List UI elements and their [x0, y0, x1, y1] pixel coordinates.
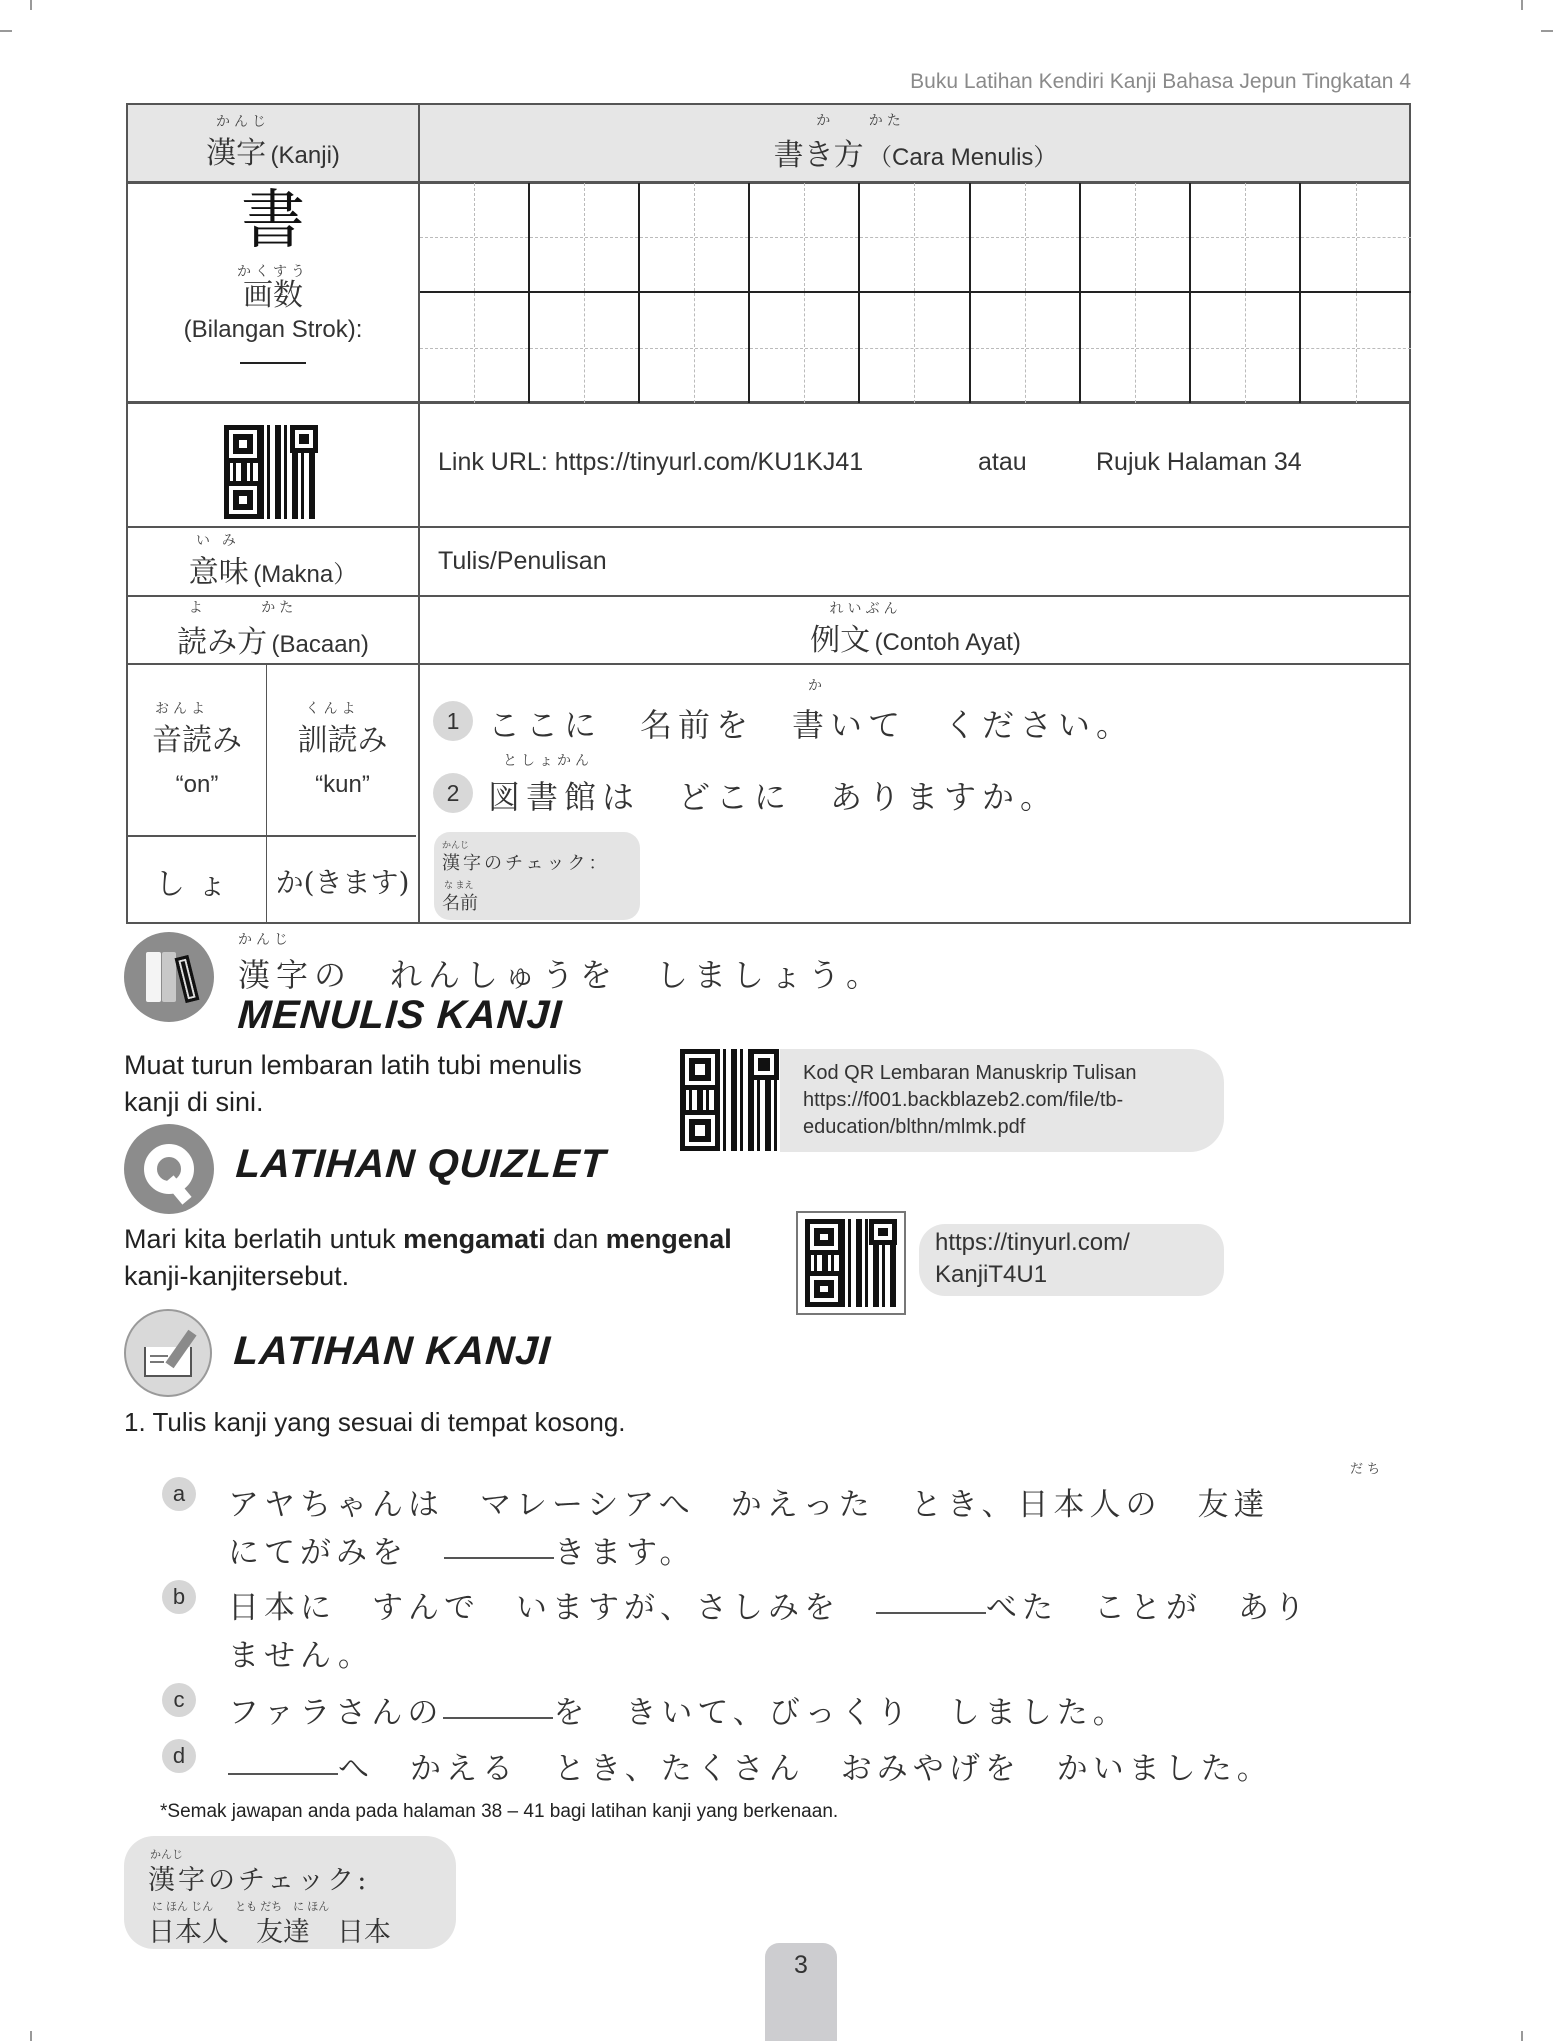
link-or: atau [978, 448, 1027, 476]
writing-grid-cell[interactable] [971, 183, 1081, 293]
reading-en: (Bacaan) [271, 631, 369, 658]
exercise-line [228, 1687, 1129, 1732]
kanji-check-box [434, 832, 640, 920]
grid-guide-line [1081, 348, 1189, 349]
writing-grid-cell[interactable] [420, 293, 530, 403]
quizlet-text-bold: mengenal [605, 1224, 732, 1254]
answer-blank[interactable] [443, 1717, 553, 1719]
grid-guide-line [1191, 237, 1299, 238]
grid-guide-line [640, 348, 748, 349]
onyomi-value-cell [128, 837, 266, 924]
page-number-tab [765, 1943, 837, 2041]
quizlet-url-line[interactable]: KanjiT4U1 [935, 1261, 1048, 1288]
reading-furigana: かた [261, 599, 298, 615]
exercise-badge: c [162, 1683, 196, 1717]
quizlet-text-part: Mari kita berlatih untuk [124, 1224, 404, 1254]
onyomi-en: “on” [175, 771, 219, 798]
onyomi-furigana: おんよ [155, 700, 209, 716]
writing-grid-cell[interactable] [1191, 183, 1301, 293]
stroke-jp: 画数 [243, 278, 303, 313]
exercise-text: にてがみを [228, 1535, 444, 1571]
reading-label-cell [128, 597, 418, 663]
crop-mark [1521, 2031, 1523, 2041]
crop-mark [30, 0, 32, 10]
page-number: 3 [794, 1951, 808, 1979]
books-icon [124, 932, 214, 1022]
writing-grid-cell[interactable] [1081, 293, 1191, 403]
exercise-line: ません。 [228, 1638, 374, 1674]
example-number-badge: 1 [433, 701, 473, 741]
grid-guide-line [640, 237, 748, 238]
onyomi-jp: 音読み [152, 723, 242, 758]
refer-page: Rujuk Halaman 34 [1096, 448, 1302, 476]
crop-mark [30, 2031, 32, 2041]
onyomi-value: しょ [155, 866, 239, 902]
meaning-value: Tulis/Penulisan [438, 547, 607, 575]
reading-furigana: よ [188, 599, 207, 615]
exercise-line [228, 1527, 696, 1572]
stroke-count-blank[interactable] [240, 362, 306, 364]
menulis-text-line: Muat turun lembaran latih tubi menulis [124, 1050, 582, 1080]
menulis-qr-url[interactable]: https://f001.backblazeb2.com/file/tb- [803, 1089, 1124, 1111]
writing-grid-cell[interactable] [750, 183, 860, 293]
grid-guide-line [530, 348, 638, 349]
quizlet-text-part: dan [545, 1224, 606, 1254]
writing-grid-cell[interactable] [640, 293, 750, 403]
grid-guide-line [860, 348, 968, 349]
grid-guide-line [420, 348, 528, 349]
menulis-jp-title: 漢字の れんしゅうを しましょう。 [238, 956, 885, 994]
writing-grid-cell[interactable] [530, 293, 640, 403]
qr-code-icon[interactable] [224, 425, 318, 519]
meaning-label-cell [128, 528, 418, 595]
kunyomi-header-cell [267, 665, 418, 835]
exercise-text: へ かえる とき、たくさん おみやげを かいました。 [338, 1751, 1273, 1787]
grid-guide-line [1081, 237, 1189, 238]
writing-grid-cell[interactable] [1301, 183, 1411, 293]
menulis-title: MENULIS KANJI [236, 993, 564, 1037]
writing-grid-cell[interactable] [860, 183, 970, 293]
writing-grid-cell[interactable] [971, 293, 1081, 403]
kunyomi-furigana: くんよ [305, 700, 360, 716]
writing-grid-cell[interactable] [860, 293, 970, 403]
meaning-en: (Makna） [253, 560, 358, 588]
grid-guide-line [1301, 348, 1411, 349]
grid-guide-line [530, 237, 638, 238]
grid-guide-line [860, 237, 968, 238]
writing-grid-cell[interactable] [640, 183, 750, 293]
grid-guide-line [750, 348, 858, 349]
writing-grid-cell[interactable] [1081, 183, 1191, 293]
kanji-table [126, 103, 1411, 924]
quizlet-title: LATIHAN QUIZLET [234, 1142, 608, 1186]
kunyomi-en: “kun” [315, 771, 370, 798]
kanji-check-title: 漢字のチェック: [148, 1865, 370, 1896]
kunyomi-value-cell [267, 837, 418, 924]
grid-guide-line [750, 237, 858, 238]
crop-mark [0, 30, 12, 32]
exercise-line: アヤちゃんは マレーシアへ かえった とき、日本人の 友達 [228, 1487, 1270, 1523]
exercise-line [228, 1743, 1273, 1788]
exercise-furigana: だち [1350, 1461, 1385, 1476]
crop-mark [1541, 30, 1553, 32]
kanji-cell [128, 184, 418, 401]
example-header-cell [420, 597, 1411, 663]
answer-blank[interactable] [444, 1557, 554, 1559]
kanji-check-furigana: かんじ [442, 840, 470, 850]
kanji-check-furigana: かんじ [150, 1849, 183, 1861]
kunyomi-jp: 訓読み [297, 723, 388, 758]
exercise-text: ファラさんの [228, 1695, 444, 1731]
grid-guide-line [1301, 237, 1411, 238]
writing-header-furigana: か [816, 112, 835, 128]
kanji-check-furigana: な まえ [444, 880, 474, 890]
menulis-qr-text [803, 1060, 1137, 1141]
kanji-check-title: 漢字のチェック： [442, 853, 610, 874]
example-sentence: ここに 名前を 書いて ください。 [488, 706, 1135, 744]
kanji-check-furigana: に ほん じん とも だち に ほん [152, 1901, 330, 1913]
grid-guide-line [1191, 348, 1299, 349]
kanji-character: 書 [241, 184, 305, 258]
stroke-furigana: かくすう [237, 263, 309, 279]
quizlet-text-line: kanji-kanjitersebut. [124, 1261, 350, 1291]
answer-blank[interactable] [876, 1612, 986, 1614]
writing-grid-cell[interactable] [750, 293, 860, 403]
kanji-check-word: 名前 [442, 893, 478, 914]
quizlet-url-line[interactable]: https://tinyurl.com/ [935, 1229, 1130, 1256]
example-furigana: としょかん [503, 752, 593, 768]
kanji-header-jp: 漢字 [206, 136, 267, 171]
meaning-furigana: い み [196, 531, 240, 548]
kanji-check-words: 日本人 友達 日本 [148, 1917, 391, 1948]
grid-guide-line [971, 237, 1079, 238]
writing-grid-cell[interactable] [530, 183, 640, 293]
exercise-text: を きいて、びっくり しました。 [553, 1695, 1129, 1731]
latihan-kanji-check-box [124, 1836, 456, 1949]
writing-grid-cell[interactable] [1301, 293, 1411, 403]
writing-grid [420, 183, 1411, 403]
latihan-title: LATIHAN KANJI [232, 1329, 553, 1373]
menulis-furigana: かんじ [238, 931, 292, 947]
latihan-instruction: 1. Tulis kanji yang sesuai di tempat kosong. [124, 1407, 626, 1437]
quizlet-text-bold: mengamati [403, 1224, 546, 1254]
answer-note: *Semak jawapan anda pada halaman 38 – 41 bagi latihan kanji yang berkenaan. [160, 1801, 839, 1822]
menulis-text-line: kanji di sini. [124, 1087, 264, 1117]
menulis-qr-url[interactable]: education/blthn/mlmk.pdf [803, 1116, 1026, 1138]
quizlet-url[interactable] [935, 1227, 1130, 1291]
writing-grid-cell[interactable] [1191, 293, 1301, 403]
writing-header-jp: 書き方 [773, 138, 864, 173]
writing-header-cell [420, 105, 1411, 181]
menulis-text [124, 1047, 582, 1121]
exercise-badge: a [162, 1477, 196, 1511]
qr-code-icon[interactable] [805, 1219, 897, 1307]
stroke-label: (Bilangan Strok): [183, 316, 363, 343]
answer-blank[interactable] [228, 1773, 338, 1775]
grid-guide-line [420, 237, 528, 238]
onyomi-header-cell [128, 665, 266, 835]
exercise-badge: d [162, 1739, 196, 1773]
book-pencil-icon [124, 1309, 212, 1397]
grid-guide-line [971, 348, 1079, 349]
example-number-badge: 2 [433, 773, 473, 813]
example-en: (Contoh Ayat) [874, 629, 1021, 656]
example-sentence: 図書館は どこに ありますか。 [488, 778, 1059, 816]
quizlet-q-icon [124, 1124, 214, 1214]
kanji-header-furigana: かんじ [216, 113, 270, 129]
quizlet-text [124, 1221, 732, 1295]
exercise-text: きます。 [554, 1535, 696, 1571]
exercise-text: 日本に すんで いますが、さしみを [228, 1590, 876, 1626]
crop-mark [1521, 0, 1523, 10]
kanji-header-en: (Kanji) [270, 142, 340, 169]
kanji-header-cell [128, 105, 418, 181]
example-furigana: か [808, 677, 826, 693]
exercise-line [228, 1582, 1310, 1627]
reading-jp: 読み方 [177, 625, 268, 660]
exercise-text: べた ことが あり [986, 1590, 1310, 1626]
writing-header-en: （Cara Menulis） [868, 144, 1058, 171]
qr-code-icon[interactable] [680, 1049, 779, 1151]
example-jp: 例文 [810, 623, 871, 658]
meaning-jp: 意味 [188, 554, 249, 590]
menulis-qr-label: Kod QR Lembaran Manuskrip Tulisan [803, 1062, 1137, 1084]
running-header: Buku Latihan Kendiri Kanji Bahasa Jepun Tingkatan 4 [910, 70, 1411, 93]
writing-grid-cell[interactable] [420, 183, 530, 293]
link-url[interactable]: Link URL: https://tinyurl.com/KU1KJ41 [438, 448, 864, 476]
exercise-badge: b [162, 1580, 196, 1614]
kunyomi-value: か(きます) [275, 865, 410, 899]
quizlet-text-line [124, 1221, 732, 1258]
example-furigana: れいぶん [829, 600, 902, 616]
writing-header-furigana: かた [868, 112, 905, 128]
